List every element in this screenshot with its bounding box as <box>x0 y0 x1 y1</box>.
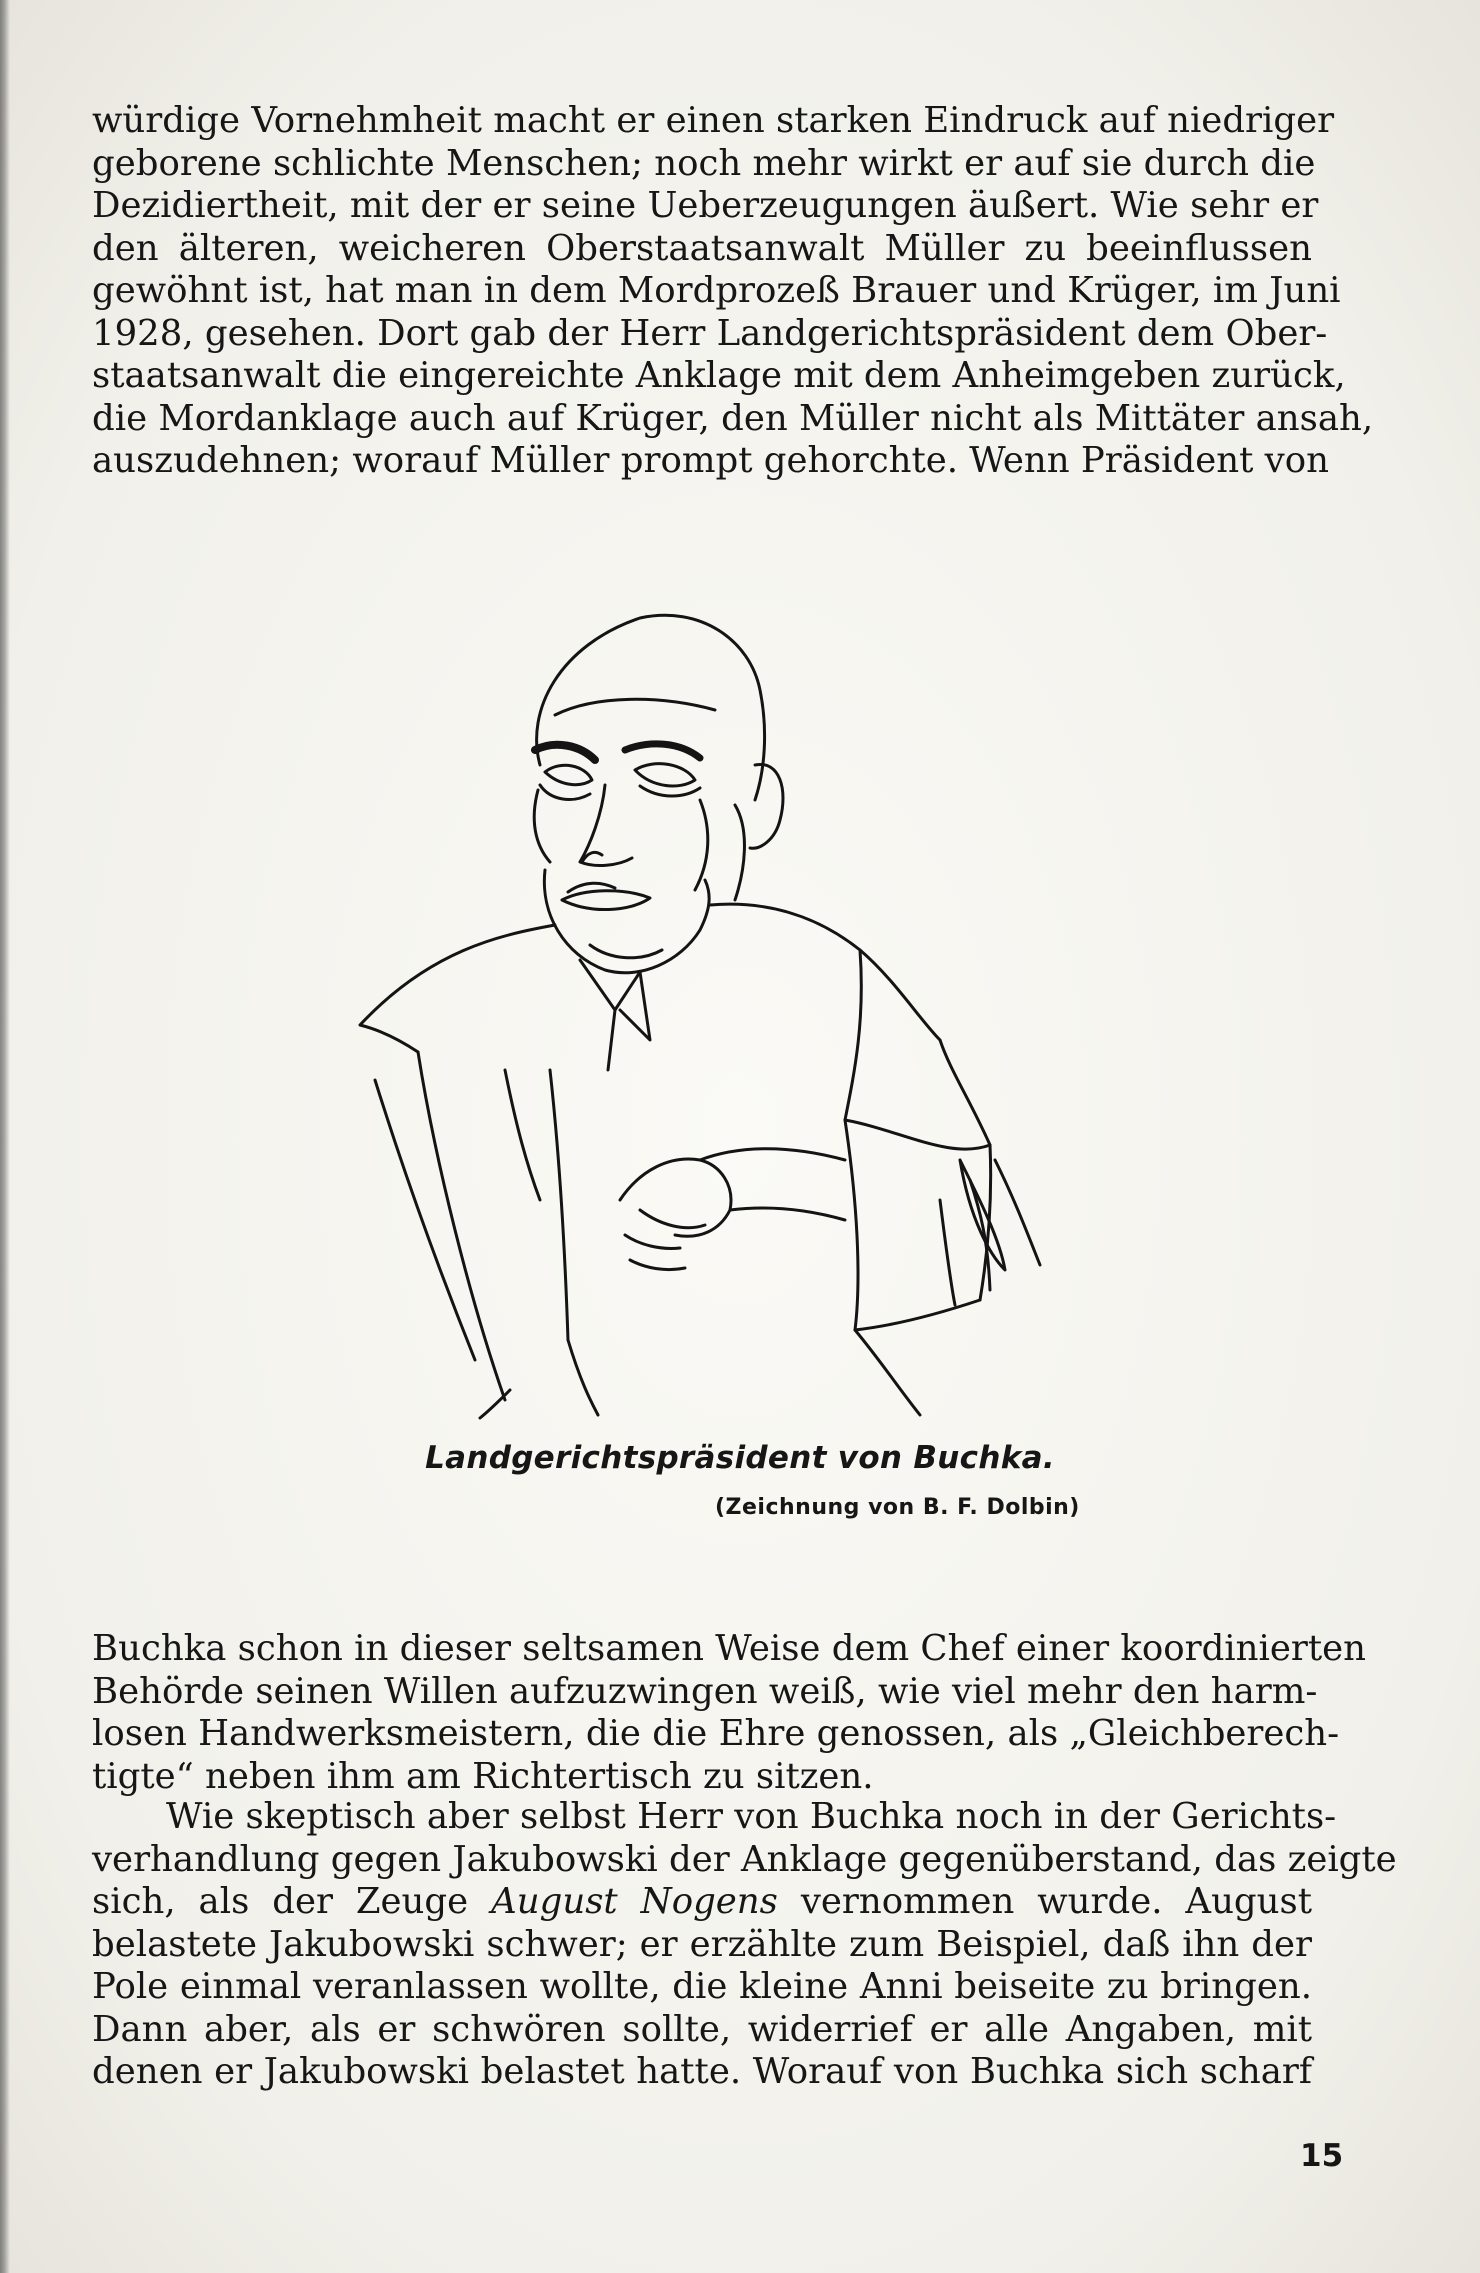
text-segment: vernommen wurde. August <box>777 1881 1313 1922</box>
text-line: Behörde seinen Willen aufzuzwingen weiß, wie viel mehr den harm- <box>92 1670 1318 1712</box>
text-line: den älteren, weicheren Oberstaatsanwalt Müller zu beeinflussen <box>92 227 1312 269</box>
page-number: 15 <box>1300 2138 1344 2174</box>
text-line: auszudehnen; worauf Müller prompt gehorchte. Wenn Präsident von <box>92 440 1329 481</box>
paragraph-continuation <box>92 1628 1366 1798</box>
figure-caption: Landgerichtspräsident von Buchka. <box>425 1440 1055 1476</box>
collar <box>580 960 640 1010</box>
text-line: belastete Jakubowski schwer; er erzählte zum Beispiel, daß ihn der <box>92 1923 1312 1965</box>
text-line: denen er Jakubowski belastet hatte. Worauf von Buchka sich scharf <box>92 2051 1312 2092</box>
witness-name: August Nogens <box>491 1881 778 1922</box>
left-brow <box>535 745 595 760</box>
pendant <box>960 1160 1005 1270</box>
forehead-line <box>555 699 715 715</box>
right-brow <box>625 744 700 758</box>
text-line: gewöhnt ist, hat man in dem Mordprozeß Brauer und Krüger, im Juni <box>92 270 1341 311</box>
left-shoulder <box>360 925 555 1052</box>
text-line: 1928, gesehen. Dort gab der Herr Landgerichtspräsident dem Ober- <box>92 312 1328 354</box>
text-line: geborene schlichte Menschen; noch mehr wirkt er auf sie durch die <box>92 142 1316 184</box>
text-line: tigte“ neben ihm am Richtertisch zu sitzen. <box>92 1755 874 1797</box>
hand <box>620 1159 731 1236</box>
text-line: Pole einmal veranlassen wollte, die kleine Anni beiseite zu bringen. <box>92 1966 1312 2007</box>
left-eye <box>545 765 592 784</box>
page-edge-shadow <box>0 0 10 2273</box>
text-line: Dann aber, als er schwören sollte, widerrief er alle Angaben, mit <box>92 2008 1312 2050</box>
ear <box>750 764 783 848</box>
text-line: verhandlung gegen Jakubowski der Anklage gegenüberstand, das zeigte <box>92 1838 1397 1880</box>
robe-sleeve <box>845 1120 990 1149</box>
text-line: Wie skeptisch aber selbst Herr von Buchka noch in der Gerichts- <box>166 1796 1337 1837</box>
portrait-illustration <box>340 600 1100 1420</box>
robe-left <box>418 1052 505 1400</box>
text-line: würdige Vornehmheit macht er einen starken Eindruck auf niedriger <box>92 100 1335 141</box>
right-eye <box>635 764 695 786</box>
text-segment: sich, als der Zeuge <box>92 1881 492 1922</box>
top-paragraph <box>92 100 1374 483</box>
text-line: Buchka schon in dieser seltsamen Weise dem Chef einer koordinierten <box>92 1628 1366 1669</box>
mouth <box>562 891 650 910</box>
text-line: staatsanwalt die eingereichte Anklage mit dem Anheimgeben zurück, <box>92 355 1346 396</box>
text-line: losen Handwerksmeistern, die die Ehre genossen, als „Gleichberech- <box>92 1713 1340 1754</box>
figure-credit: (Zeichnung von B. F. Dolbin) <box>715 1495 1080 1520</box>
text-line: Dezidiertheit, mit der er seine Ueberzeugungen äußert. Wie sehr er <box>92 185 1319 226</box>
text-line: die Mordanklage auch auf Krüger, den Müller nicht als Mittäter ansah, <box>92 397 1374 439</box>
right-shoulder <box>710 904 940 1040</box>
paragraph-new <box>92 1796 1397 2094</box>
text-line <box>92 1881 1312 1924</box>
